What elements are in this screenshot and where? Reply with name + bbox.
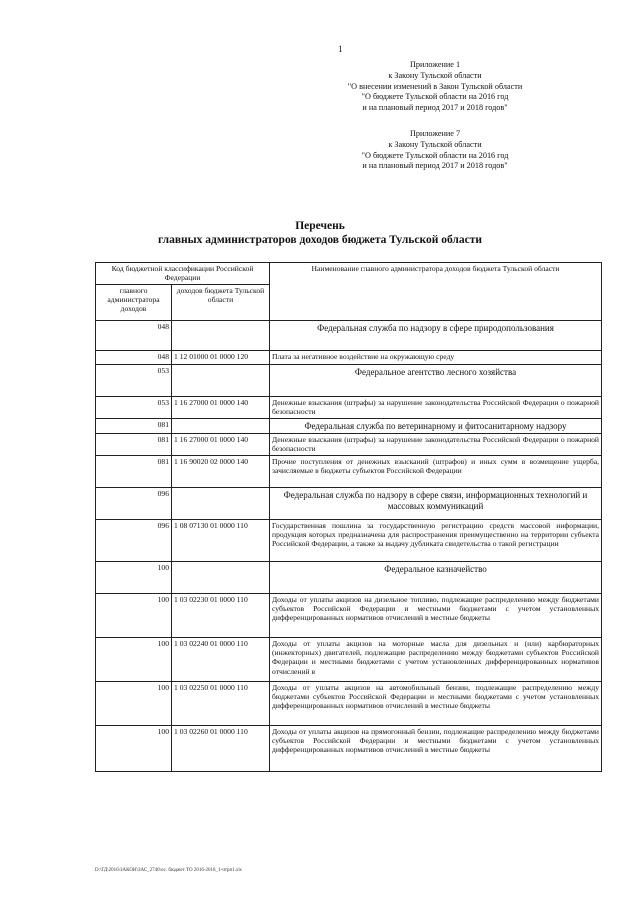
group-name-cell: Федеральная служба по надзору в сфере связи, информационных технологий и массовых коммуникаций — [270, 488, 602, 520]
appendix-1-line: "О бюджете Тульской области на 2016 год — [361, 92, 509, 102]
appendix-7-line: к Закону Тульской области — [388, 139, 482, 149]
admin-code-cell: 053 — [96, 365, 172, 397]
admin-code-cell: 100 — [96, 682, 172, 726]
income-code-cell: 1 16 90020 02 0000 140 — [172, 456, 270, 488]
group-name-cell: Федеральная служба по надзору в сфере природопользования — [270, 321, 602, 351]
group-name-cell: Федеральное агентство лесного хозяйства — [270, 365, 602, 397]
admin-code-cell: 100 — [96, 726, 172, 772]
title-line-2: главных администраторов доходов бюджета Тульской области — [158, 234, 482, 246]
income-name-cell: Доходы от уплаты акцизов на автомобильный бензин, подлежащие распределению между бюджетами субъектов Российской Федерации и местными бюджетами с учетом установленных дифференцированных нормативов отчислений в местные бюджеты — [270, 682, 602, 726]
admin-code-cell: 053 — [96, 397, 172, 419]
admin-code-cell: 096 — [96, 488, 172, 520]
table-row — [96, 351, 602, 365]
table-group-row — [96, 365, 602, 397]
income-code-cell: 1 16 27000 01 0000 140 — [172, 434, 270, 456]
admin-code-cell: 100 — [96, 594, 172, 638]
income-name-cell: Денежные взыскания (штрафы) за нарушение законодательства Российской Федерации о пожарной безопасности — [270, 434, 602, 456]
administrators-table — [95, 262, 602, 772]
admin-code-cell: 081 — [96, 419, 172, 434]
table-row — [96, 397, 602, 419]
income-name-cell: Плата за негативное воздействие на окружающую среду — [270, 351, 602, 365]
table-row — [96, 726, 602, 772]
income-code-cell — [172, 488, 270, 520]
admin-code-cell: 048 — [96, 351, 172, 365]
appendix-1-line: Приложение 1 — [409, 60, 461, 69]
header-name: Наименование главного администратора доходов бюджета Тульской области — [270, 263, 602, 321]
income-code-cell — [172, 419, 270, 434]
table-row — [96, 638, 602, 682]
admin-code-cell: 096 — [96, 520, 172, 562]
income-code-cell: 1 03 02240 01 0000 110 — [172, 638, 270, 682]
admin-code-cell: 081 — [96, 456, 172, 488]
header-code-group: Код бюджетной классификации Российской Федерации — [96, 263, 270, 285]
page-number: 1 — [338, 44, 343, 54]
header-income-code: доходов бюджета Тульской области — [172, 285, 270, 321]
table-group-row — [96, 488, 602, 520]
table-group-row — [96, 321, 602, 351]
income-code-cell: 1 12 01000 01 0000 120 — [172, 351, 270, 365]
group-name-cell: Федеральная служба по ветеринарному и фитосанитарному надзору — [270, 419, 602, 434]
table-group-row — [96, 419, 602, 434]
income-name-cell: Доходы от уплаты акцизов на прямогонный бензин, подлежащие распределению между бюджетами субъектов Российской Федерации и местными бюджетами с учетом установленных дифференцированных нормативов отчислений в местные бюджеты — [270, 726, 602, 772]
title-line-1: Перечень — [295, 220, 345, 232]
appendix-1-line: "О внесении изменений в Закон Тульской области — [347, 81, 523, 91]
admin-code-cell: 081 — [96, 434, 172, 456]
table-row — [96, 520, 602, 562]
table-row — [96, 456, 602, 488]
income-name-cell: Доходы от уплаты акцизов на дизельное топливо, подлежащие распределению между бюджетами субъектов Российской Федерации и местными бюджетами с учетом установленных дифференцированных нормативов отчислений в местные бюджеты — [270, 594, 602, 638]
income-name-cell: Денежные взыскания (штрафы) за нарушение законодательства Российской Федерации о пожарной безопасности — [270, 397, 602, 419]
income-code-cell — [172, 365, 270, 397]
income-name-cell: Прочие поступления от денежных взысканий (штрафов) и иных сумм в возмещение ущерба, зачисляемые в бюджеты субъектов Российской Федерации — [270, 456, 602, 488]
income-code-cell: 1 16 27000 01 0000 140 — [172, 397, 270, 419]
appendix-1-line: к Закону Тульской области — [388, 70, 482, 80]
admin-code-cell: 048 — [96, 321, 172, 351]
appendix-7-line: "О бюджете Тульской области на 2016 год — [361, 150, 509, 160]
admin-code-cell: 100 — [96, 638, 172, 682]
admin-code-cell: 100 — [96, 562, 172, 594]
appendix-7-line: и на плановый период 2017 и 2018 годов" — [362, 161, 508, 171]
document-title — [0, 219, 640, 247]
table-row — [96, 594, 602, 638]
header-admin-code: главного администратора доходов — [96, 285, 172, 321]
income-code-cell: 1 03 02260 01 0000 110 — [172, 726, 270, 772]
table-row — [96, 434, 602, 456]
group-name-cell: Федеральное казначейство — [270, 562, 602, 594]
income-code-cell — [172, 562, 270, 594]
income-name-cell: Доходы от уплаты акцизов на моторные масла для дизельных и (или) карбюраторных (инжекторных) двигателей, подлежащие распределению между бюджетами субъектов Российской Федерации и местными бюджетами с учетом установленных дифференцированных нормативов отчислений в — [270, 638, 602, 682]
income-code-cell — [172, 321, 270, 351]
table-group-row — [96, 562, 602, 594]
appendix-7-line: Приложение 7 — [409, 129, 461, 138]
income-code-cell: 1 03 02250 01 0000 110 — [172, 682, 270, 726]
appendix-1-line: и на плановый период 2017 и 2018 годов" — [362, 103, 508, 113]
table-row — [96, 682, 602, 726]
file-path-footer: D:\ГД\2016\ЗАКОН\ЗАС_2740\ос. бюджет ТО 2016-2018_1-чтрп1.xls — [95, 868, 242, 873]
table-header-row — [96, 263, 602, 285]
income-code-cell: 1 03 02230 01 0000 110 — [172, 594, 270, 638]
appendix-1-heading — [330, 60, 540, 114]
income-name-cell: Государственная пошлина за государственную регистрацию средств массовой информации, продукция которых предназначена для распространения преимущественно на территории субъекта Российской Федерации, а также за выдачу дубликата свидетельства о такой регистрации — [270, 520, 602, 562]
appendix-7-heading — [330, 129, 540, 172]
income-code-cell: 1 08 07130 01 0000 110 — [172, 520, 270, 562]
